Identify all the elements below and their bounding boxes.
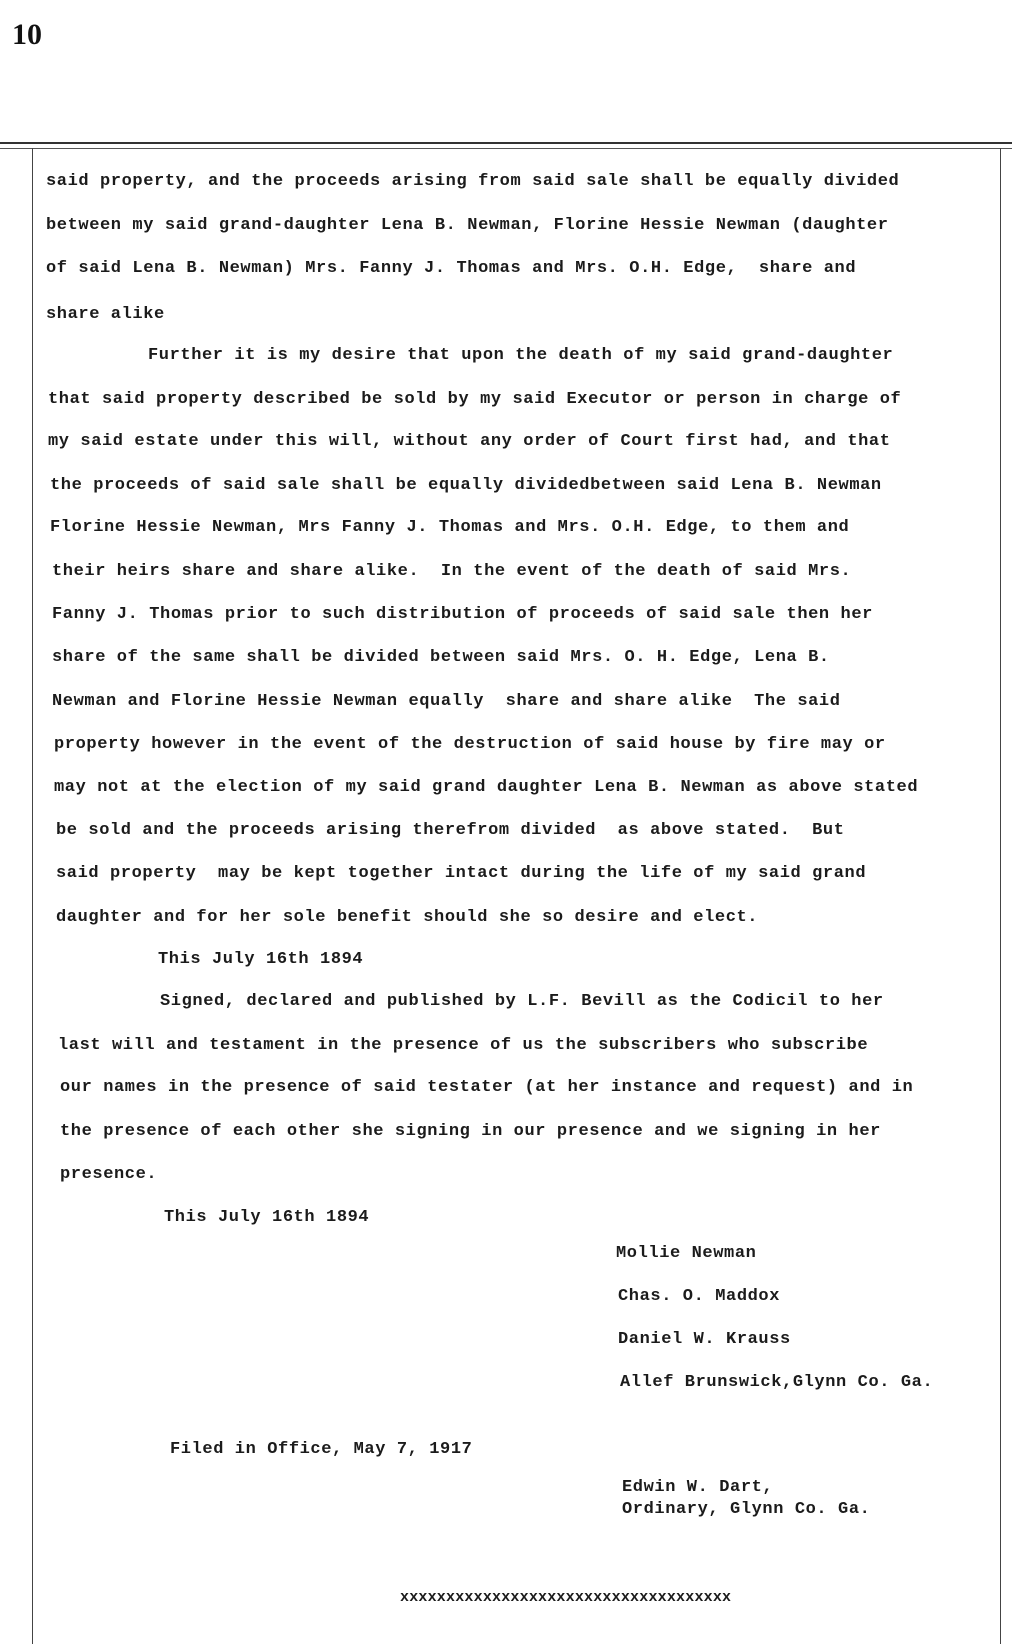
top-rule-secondary [0, 148, 1012, 149]
witness-name: Mollie Newman [616, 1244, 757, 1263]
right-margin-line [1000, 148, 1001, 1644]
left-margin-line [32, 148, 33, 1644]
witness-name: Allef Brunswick,Glynn Co. Ga. [620, 1373, 934, 1392]
body-line: my said estate under this will, without any order of Court first had, and that [48, 432, 891, 451]
witness-name: Daniel W. Krauss [618, 1330, 791, 1349]
body-line: may not at the election of my said grand daughter Lena B. Newman as above stated [54, 778, 919, 797]
body-line: the presence of each other she signing in our presence and we signing in her [60, 1122, 881, 1141]
body-line: This July 16th 1894 [164, 1208, 370, 1227]
body-line: between my said grand-daughter Lena B. Newman, Florine Hessie Newman (daughter [46, 216, 889, 235]
official-name: Edwin W. Dart, [622, 1478, 774, 1497]
body-line: that said property described be sold by my said Executor or person in charge of [48, 390, 902, 409]
body-line: of said Lena B. Newman) Mrs. Fanny J. Thomas and Mrs. O.H. Edge, share and [46, 259, 857, 278]
body-line: their heirs share and share alike. In the event of the death of said Mrs. [52, 562, 852, 581]
body-line: Newman and Florine Hessie Newman equally share and share alike The said [52, 692, 841, 711]
body-line: property however in the event of the destruction of said house by fire may or [54, 735, 886, 754]
body-line: Signed, declared and published by L.F. Bevill as the Codicil to her [160, 992, 884, 1011]
witness-name: Chas. O. Maddox [618, 1287, 781, 1306]
body-line: presence. [60, 1165, 158, 1184]
end-separator: xxxxxxxxxxxxxxxxxxxxxxxxxxxxxxxxxxxx [400, 1589, 732, 1606]
body-line: said property may be kept together intact during the life of my said grand [56, 864, 867, 883]
top-rule [0, 142, 1012, 144]
body-line: This July 16th 1894 [158, 950, 364, 969]
body-line: last will and testament in the presence of us the subscribers who subscribe [58, 1036, 869, 1055]
page-number: 10 [12, 18, 42, 51]
body-line: our names in the presence of said testater (at her instance and request) and in [60, 1078, 914, 1097]
body-line: be sold and the proceeds arising therefrom divided as above stated. But [56, 821, 845, 840]
body-line: Further it is my desire that upon the death of my said grand-daughter [148, 346, 894, 365]
body-line: Florine Hessie Newman, Mrs Fanny J. Thomas and Mrs. O.H. Edge, to them and [50, 518, 850, 537]
body-line: share of the same shall be divided between said Mrs. O. H. Edge, Lena B. [52, 648, 830, 667]
body-line: the proceeds of said sale shall be equally dividedbetween said Lena B. Newman [50, 476, 882, 495]
body-line: share alike [46, 305, 165, 324]
body-line: daughter and for her sole benefit should she so desire and elect. [56, 908, 759, 927]
official-title: Ordinary, Glynn Co. Ga. [622, 1500, 871, 1519]
filing-note: Filed in Office, May 7, 1917 [170, 1440, 473, 1459]
body-line: said property, and the proceeds arising from said sale shall be equally divided [46, 172, 900, 191]
body-line: Fanny J. Thomas prior to such distribution of proceeds of said sale then her [52, 605, 873, 624]
